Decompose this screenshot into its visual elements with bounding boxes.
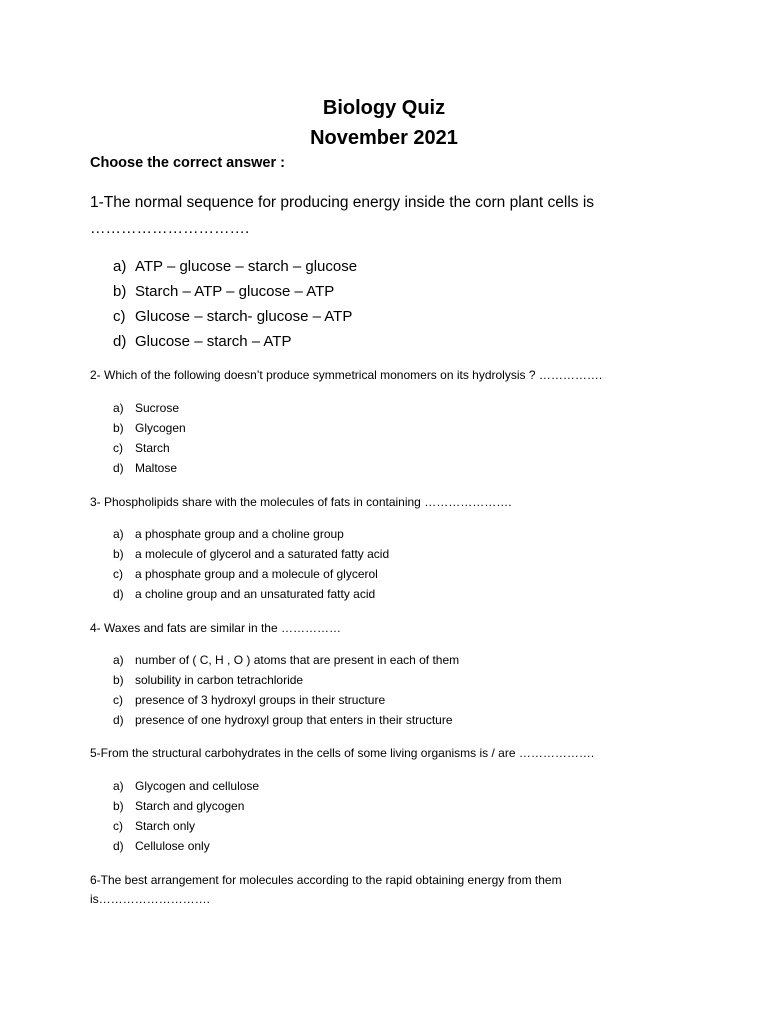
option-4a[interactable]	[113, 650, 459, 670]
option-5a[interactable]	[113, 776, 259, 796]
question-6: 6-The best arrangement for molecules according to the rapid obtaining energy from them is……………………….	[90, 873, 562, 906]
option-text: Starch and glycogen	[135, 799, 245, 813]
option-text: Glucose – starch – ATP	[135, 333, 292, 350]
option-text: Cellulose only	[135, 839, 210, 853]
option-4c[interactable]	[113, 690, 459, 710]
option-3b[interactable]	[113, 544, 389, 564]
option-4b[interactable]	[113, 670, 459, 690]
quiz-date: November 2021	[310, 127, 458, 149]
option-5c[interactable]	[113, 816, 259, 836]
option-text: solubility in carbon tetrachloride	[135, 673, 304, 687]
option-label: d)	[113, 461, 124, 475]
question-4: 4- Waxes and fats are similar in the ……………	[90, 621, 341, 635]
question-5: 5-From the structural carbohydrates in the cells of some living organisms is / are ……………….	[90, 746, 595, 760]
option-label: b)	[113, 283, 127, 300]
question-2: 2- Which of the following doesn’t produce symmetrical monomers on its hydrolysis ? …………….	[90, 368, 603, 382]
option-label: c)	[113, 441, 123, 455]
option-5d[interactable]	[113, 836, 259, 856]
option-2a[interactable]	[113, 398, 186, 418]
option-label: b)	[113, 799, 124, 813]
option-text: a phosphate group and a molecule of glycerol	[135, 567, 378, 581]
instruction: Choose the correct answer :	[90, 155, 285, 171]
option-1d[interactable]	[113, 329, 357, 354]
question-3: 3- Phospholipids share with the molecules of fats in containing ………………….	[90, 495, 512, 509]
option-label: c)	[113, 567, 123, 581]
option-text: Glucose – starch- glucose – ATP	[135, 308, 353, 325]
option-label: a)	[113, 258, 127, 275]
option-5b[interactable]	[113, 796, 259, 816]
option-label: c)	[113, 819, 123, 833]
question-1: 1-The normal sequence for producing energy inside the corn plant cells is ………………………….	[90, 194, 595, 237]
option-1c[interactable]	[113, 304, 357, 329]
option-label: a)	[113, 653, 124, 667]
option-text: Maltose	[135, 461, 178, 475]
option-label: c)	[113, 693, 123, 707]
question-4-options	[113, 650, 459, 730]
option-3d[interactable]	[113, 584, 389, 604]
option-label: b)	[113, 547, 124, 561]
quiz-title: Biology Quiz	[322, 97, 446, 119]
option-2b[interactable]	[113, 418, 186, 438]
option-label: a)	[113, 779, 124, 793]
option-label: d)	[113, 587, 124, 601]
option-3a[interactable]	[113, 524, 389, 544]
option-1b[interactable]	[113, 279, 357, 304]
option-3c[interactable]	[113, 564, 389, 584]
option-label: a)	[113, 401, 124, 415]
option-text: number of ( C, H , O ) atoms that are present in each of them	[135, 653, 460, 667]
option-label: d)	[113, 839, 124, 853]
option-4d[interactable]	[113, 710, 459, 730]
option-label: d)	[113, 333, 127, 350]
option-text: a molecule of glycerol and a saturated fatty acid	[135, 547, 390, 561]
option-text: Glycogen	[135, 421, 186, 435]
option-1a[interactable]	[113, 254, 357, 279]
option-2d[interactable]	[113, 458, 186, 478]
option-label: c)	[113, 308, 126, 325]
option-text: ATP – glucose – starch – glucose	[135, 258, 358, 275]
option-text: presence of 3 hydroxyl groups in their structure	[135, 693, 386, 707]
option-text: Starch	[135, 441, 170, 455]
option-label: d)	[113, 713, 124, 727]
option-text: a phosphate group and a choline group	[135, 527, 344, 541]
option-label: b)	[113, 673, 124, 687]
option-text: presence of one hydroxyl group that enters in their structure	[135, 713, 453, 727]
question-1-options	[113, 254, 357, 354]
option-text: Sucrose	[135, 401, 180, 415]
option-label: b)	[113, 421, 124, 435]
option-label: a)	[113, 527, 124, 541]
question-2-options	[113, 398, 186, 478]
option-text: Starch only	[135, 819, 196, 833]
option-2c[interactable]	[113, 438, 186, 458]
option-text: Glycogen and cellulose	[135, 779, 260, 793]
question-3-options	[113, 524, 389, 604]
question-5-options	[113, 776, 259, 856]
option-text: Starch – ATP – glucose – ATP	[135, 283, 335, 300]
option-text: a choline group and an unsaturated fatty acid	[135, 587, 376, 601]
